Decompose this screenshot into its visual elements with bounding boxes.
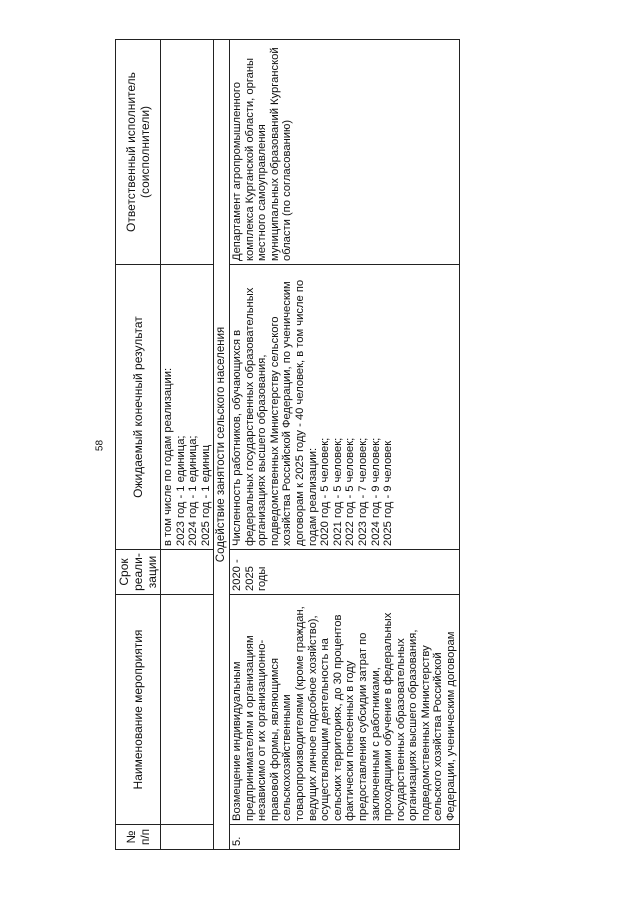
prev-name-cell [161,595,214,825]
prev-result-cell: в том числе по годам реализации: 2023 год - 1 единица; 2024 год - 1 единица; 2025 год - 1 единиц [161,265,214,550]
prev-num-cell [161,825,214,850]
row-num-cell: 5. [229,825,459,850]
header-executor: Ответственный исполнитель (соисполнители) [116,40,161,265]
rotated-page [115,40,524,850]
prev-period-cell [161,550,214,595]
header-period: Срок реали-зации [116,550,161,595]
table-row [161,40,214,850]
page-number: 58 [94,439,106,452]
row-executor-cell: Департамент агропромышленного комплекса Курганской области, органы местного самоуправления муниципальных образований Курганской области (по согласованию) [229,40,459,265]
section-row [214,40,230,850]
table-row [229,40,459,850]
row-name-cell: Возмещение индивидуальным предпринимателям и организациям независимо от их организационно-правовой формы, являющимся сельскохозяйственными товаропроизводителями (кроме граждан, ведущих личное подсобное хозяйство), осуществляющим деятельность на сельских территориях, до 30 процентов фактически понесенных в году предоставления субсидии затрат по заключенным с работниками, проходящими обучение в федеральных государственных образовательных организациях высшего образования, подведомственных Министерству сельского хозяйства Российской Федерации, ученическим договорам [229,595,459,825]
header-row [116,40,161,850]
prev-executor-cell [161,40,214,265]
row-result-cell: Численность работников, обучающихся в федеральных государственных образовательных организациях высшего образования, подведомственных Министерству сельского хозяйства Российской Федерации, по ученическим договорам к 2025 году - 40 человек, в том числе по годам реализации: 2020 год - 5 человек; 2021 год - 5 человек; 2022 год - 5 человек; 2023 год - 7 человек; 2024 год - 9 человек; 2025 год - 9 человек [229,265,459,550]
header-result: Ожидаемый конечный результат [116,265,161,550]
section-title: Содействие занятости сельского населения [214,40,230,850]
table-sheet [115,40,524,850]
row-period-cell: 2020 - 2025 годы [229,550,459,595]
header-num: № п/п [116,825,161,850]
header-name: Наименование мероприятия [116,595,161,825]
activities-table [115,39,460,850]
